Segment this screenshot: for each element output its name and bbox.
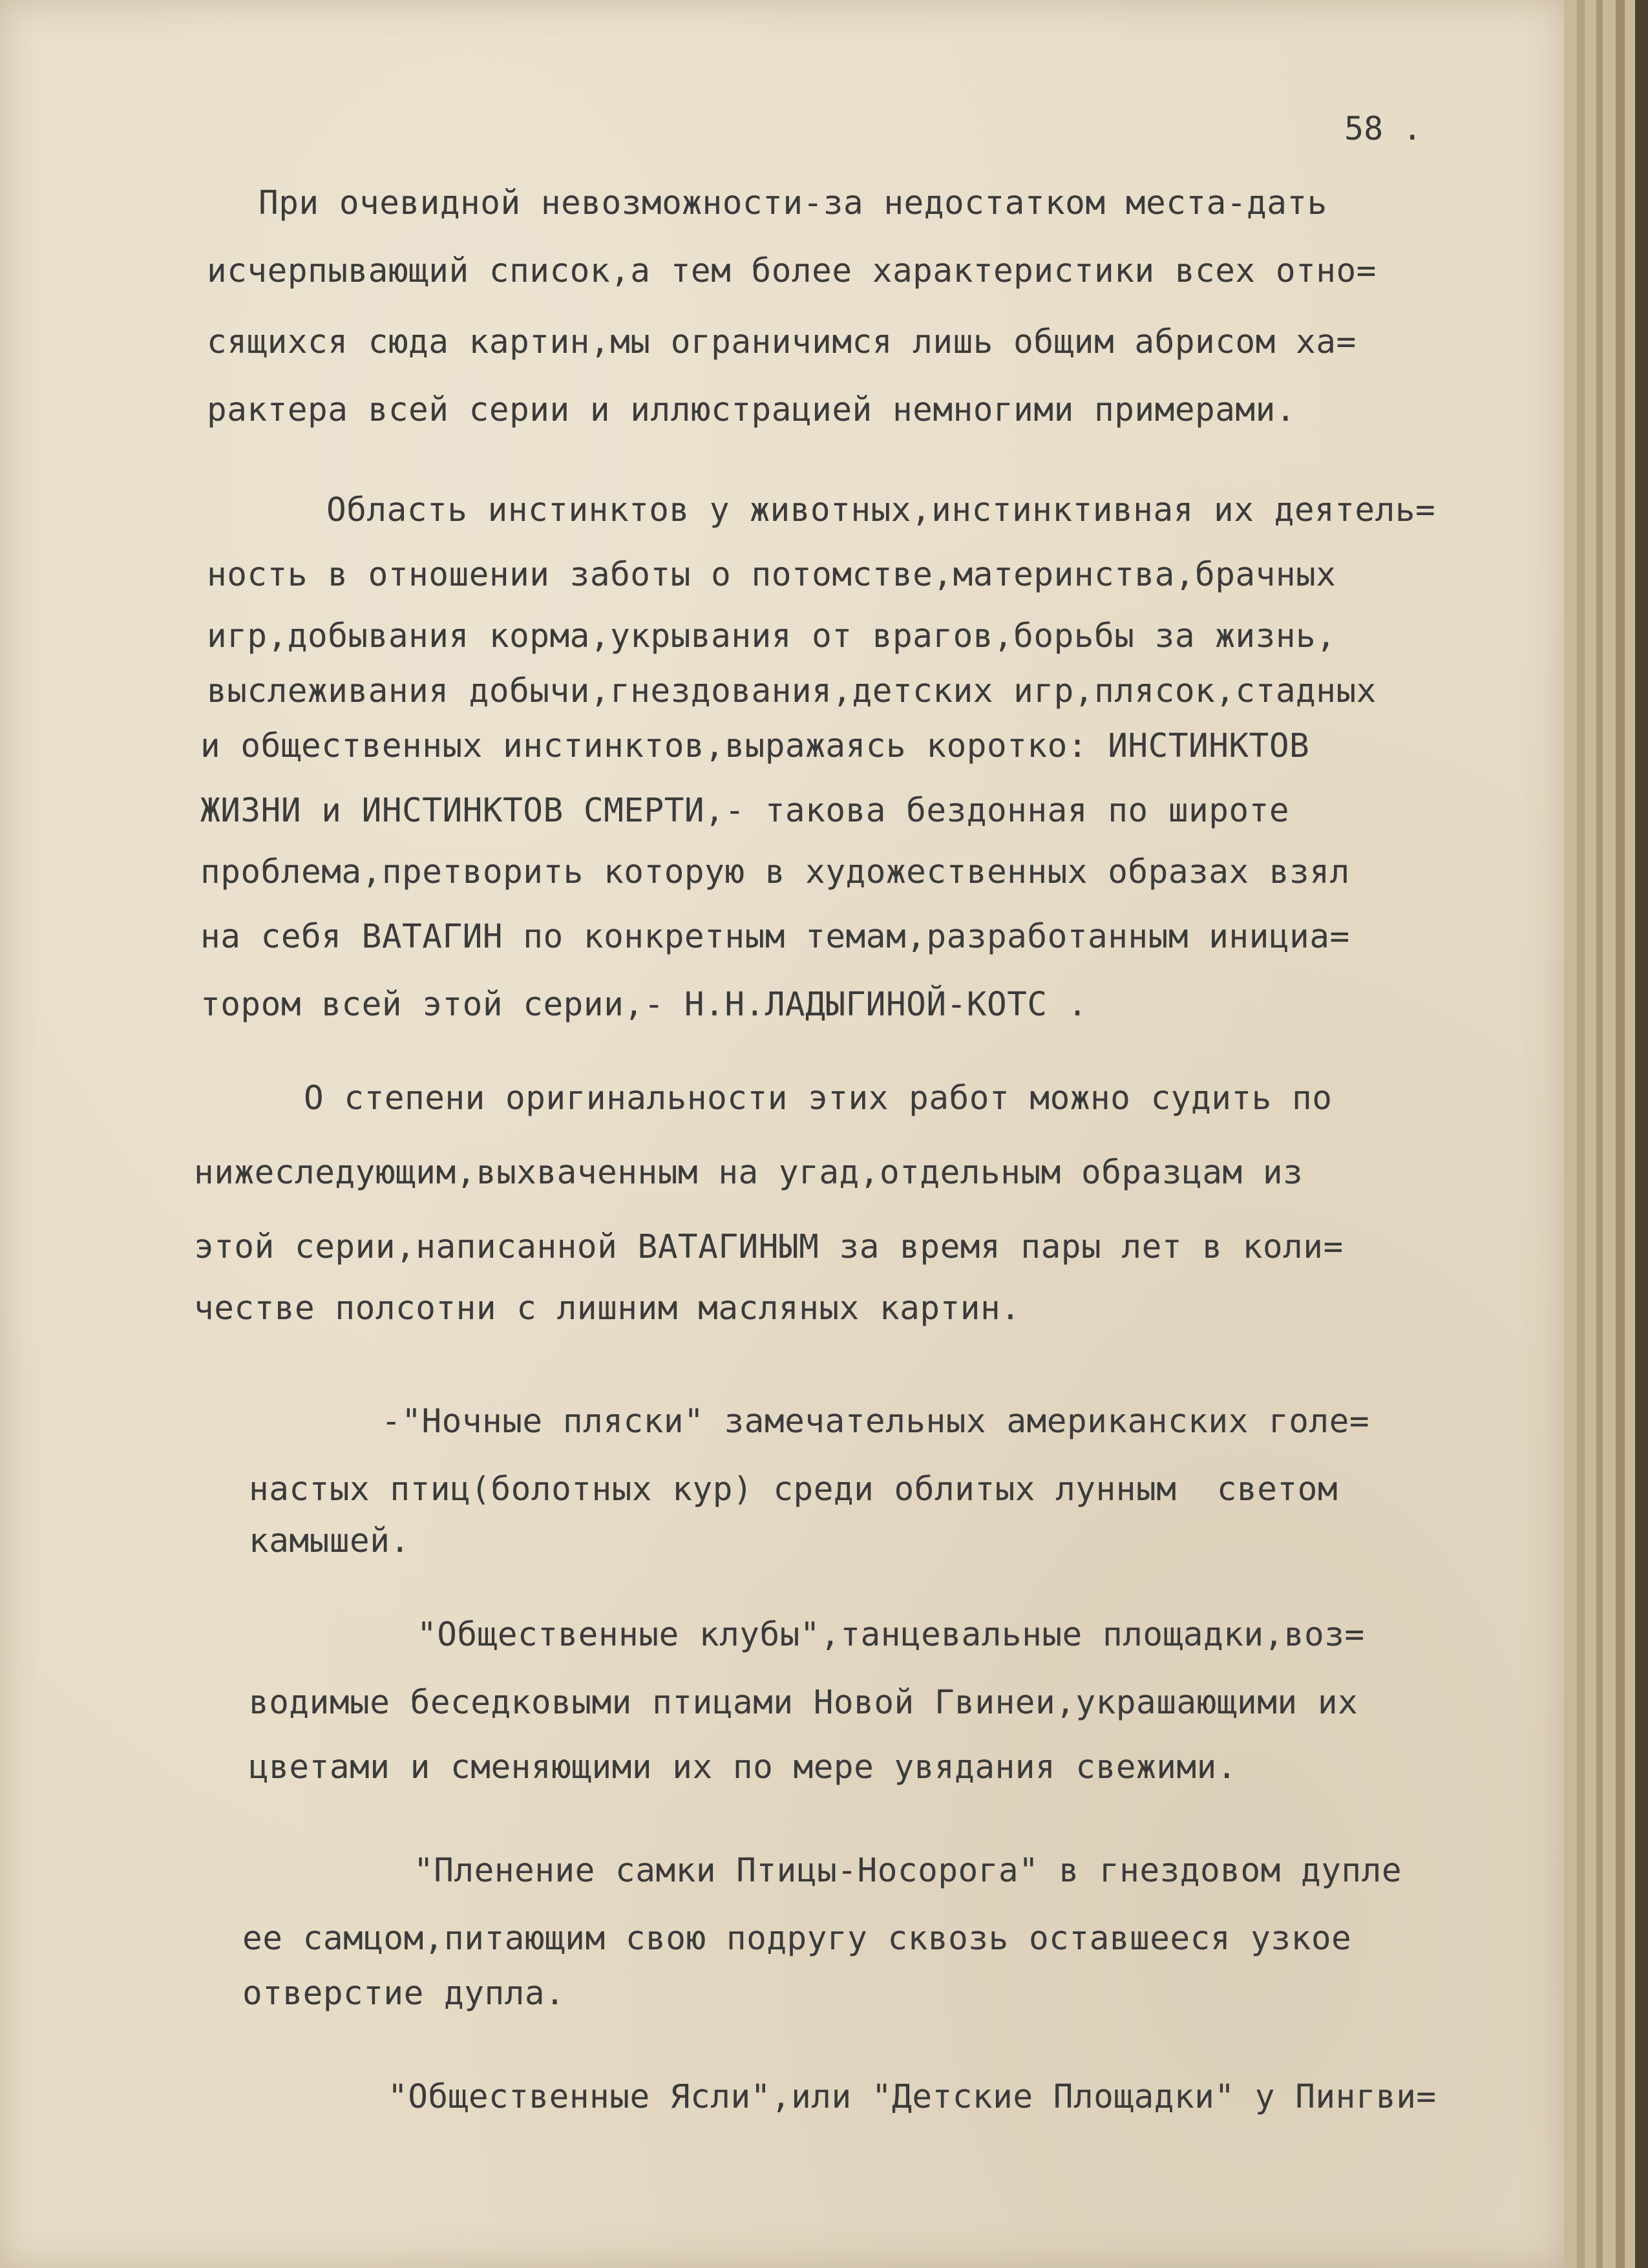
page-stack-edge xyxy=(1577,0,1585,2268)
text-line: ее самцом,питающим свою подругу сквозь оставшееся узкое xyxy=(242,1920,1352,1958)
text-line: О степени оригинальности этих работ можно судить по xyxy=(304,1079,1333,1118)
text-line: водимые беседковыми птицами Новой Гвинеи,украшающими их xyxy=(249,1684,1358,1722)
text-line: игр,добывания корма,укрывания от врагов,борьбы за жизнь, xyxy=(207,617,1336,655)
text-line: ность в отношении заботы о потомстве,материнства,брачных xyxy=(207,556,1336,594)
text-line: на себя ВАТАГИН по конкретным темам,разработанным инициа= xyxy=(200,918,1350,956)
page-stack-edge xyxy=(1616,0,1625,2268)
text-line: тором всей этой серии,- Н.Н.ЛАДЫГИНОЙ-КОТС . xyxy=(200,986,1088,1024)
text-line: Область инстинктов у животных,инстинктивная их деятель= xyxy=(326,491,1436,529)
text-line: цветами и сменяющими их по мере увядания свежими. xyxy=(249,1748,1238,1786)
text-line: "Общественные клубы",танцевальные площадки,воз= xyxy=(417,1616,1365,1654)
text-line: выслеживания добычи,гнездования,детских игр,плясок,стадных xyxy=(207,672,1377,710)
page-number: 58 . xyxy=(1344,110,1422,147)
text-line: проблема,претворить которую в художественных образах взял xyxy=(200,853,1350,891)
page-stack-edge xyxy=(1635,0,1648,2268)
text-line: ЖИЗНИ и ИНСТИНКТОВ СМЕРТИ,- такова бездонная по широте xyxy=(200,792,1290,830)
text-line: рактера всей серии и иллюстрацией немногими примерами. xyxy=(207,391,1296,429)
text-line: -"Ночные пляски" замечательных американских голе= xyxy=(381,1403,1370,1441)
text-line: При очевидной невозможности-за недостатком места-дать xyxy=(259,184,1327,222)
page-stack-edge xyxy=(1596,0,1603,2268)
text-line: настых птиц(болотных кур) среди облитых лунным светом xyxy=(249,1470,1338,1509)
text-line: "Пленение самки Птицы-Носорога" в гнездовом дупле xyxy=(414,1852,1402,1890)
text-line: честве полсотни с лишним масляных картин. xyxy=(194,1289,1021,1328)
text-line: сящихся сюда картин,мы ограничимся лишь общим абрисом ха= xyxy=(207,323,1357,361)
text-line: отверстие дупла. xyxy=(242,1975,565,2013)
text-line: нижеследующим,выхваченным на угад,отдельным образцам из xyxy=(194,1154,1304,1192)
text-line: камышей. xyxy=(249,1522,410,1560)
text-line: исчерпывающий список,а тем более характеристики всех отно= xyxy=(207,252,1377,290)
text-line: "Общественные Ясли",или "Детские Площадки" у Пингви= xyxy=(388,2078,1437,2116)
text-line: и общественных инстинктов,выражаясь коротко: ИНСТИНКТОВ xyxy=(200,727,1310,765)
text-line: этой серии,написанной ВАТАГИНЫМ за время пары лет в коли= xyxy=(194,1228,1344,1266)
